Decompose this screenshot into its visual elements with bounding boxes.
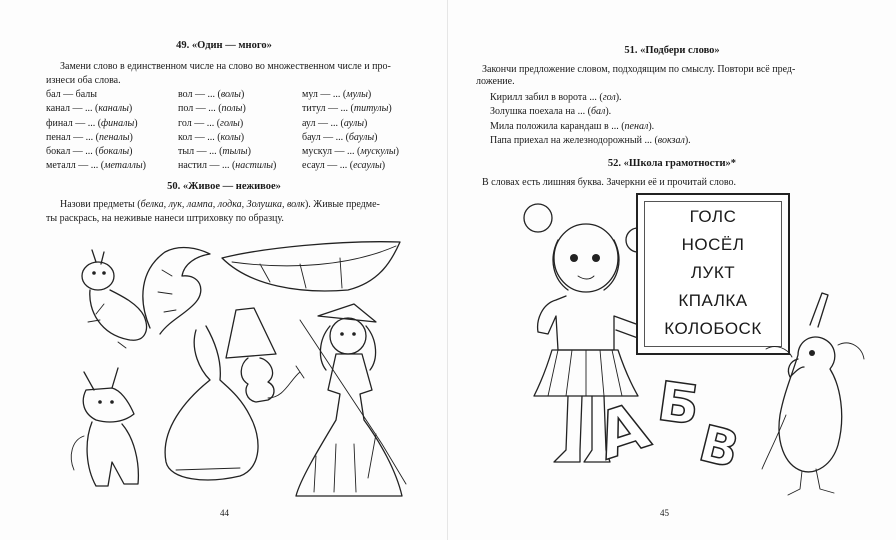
exercise-50-instruction-line1: [60, 198, 445, 212]
word-plural: голы: [220, 117, 240, 129]
word-pair: [302, 159, 399, 173]
word-plural: волы: [220, 89, 241, 100]
word-pair-text: аул — ... (: [302, 117, 344, 129]
word-pair: [46, 102, 146, 116]
word-pair-text: металл — ... (: [46, 160, 105, 172]
word-pair-text: финал — ... (: [46, 117, 102, 129]
word-plural: финалы: [101, 117, 135, 129]
sentence-list: [490, 91, 691, 148]
page-number-right: 45: [660, 508, 669, 518]
word-pair-text: пол — ... (: [178, 103, 222, 115]
letter-v: В: [693, 414, 745, 480]
word-pair: [178, 88, 276, 102]
onion-icon: [165, 326, 258, 480]
word-pair: [46, 159, 146, 173]
word-pair-close: ): [142, 160, 146, 172]
word-pair: [46, 145, 146, 159]
exercise-52-instruction: В словах есть лишняя буква. Зачеркни её и прочитай слово.: [482, 177, 737, 188]
exercise-50-instruction-line2: ты раскрась, на неживые нанеси штриховку по образцу.: [46, 213, 284, 224]
word-plural: полы: [221, 103, 243, 115]
boat-icon: [222, 242, 400, 291]
word-column-2: [178, 88, 276, 174]
word-pair-text: бокал — ... (: [46, 146, 99, 158]
page-number-left: 44: [220, 508, 229, 518]
wolf-icon: [71, 368, 138, 486]
word-plural: пеналы: [99, 131, 130, 143]
lamp-icon: [226, 308, 304, 402]
sentence-answer: бал: [590, 106, 606, 118]
word-pair-close: ): [134, 117, 138, 129]
word-pair-close: ): [381, 160, 386, 172]
word-pair-text: есаул — ... (: [302, 160, 354, 172]
board-word[interactable]: ГОЛС: [689, 207, 737, 226]
word-plural: тылы: [222, 146, 248, 158]
word-pair: [302, 102, 399, 116]
word-pair-close: ): [395, 146, 399, 158]
word-pair-text: баул — ... (: [302, 131, 349, 143]
word-plural: есаулы: [353, 160, 382, 172]
word-plural: титулы: [353, 103, 389, 115]
right-page: [448, 0, 896, 540]
exercise-49-instruction-line1: Замени слово в единственном числе на слово во множественном числе и про-: [60, 61, 391, 72]
word-plural: бокалы: [98, 146, 130, 158]
word-pair-close: ): [367, 89, 372, 100]
living-nonliving-illustration: [0, 230, 448, 530]
word-pair-text: кол — ... (: [178, 131, 221, 143]
word-pair-close: ): [240, 131, 245, 143]
sentence-text: Золушка поехала на ... (: [490, 106, 591, 118]
sentence: [490, 120, 691, 134]
word-pair: [302, 88, 399, 102]
letter-a: А: [587, 389, 658, 475]
instruction-text: ). Живые предме-: [304, 199, 380, 210]
word-pair: [302, 131, 399, 145]
exercise-51-instruction-line1: Закончи предложение словом, подходящим по смыслу. Повтори всё пред-: [482, 64, 796, 75]
word-pair-text: вол — ... (: [178, 89, 221, 100]
word-column-1: [46, 88, 146, 174]
word-plural: металлы: [104, 160, 143, 172]
exercise-50-title: 50. «Живое — неживое»: [167, 181, 281, 192]
sentence-end: ).: [684, 134, 691, 146]
sentence-text: Мила положила карандаш в ... (: [490, 120, 625, 132]
word-pair: [178, 145, 276, 159]
word-pair-text: гол — ... (: [178, 117, 221, 129]
word-pair: [46, 117, 146, 131]
sentence-answer: пенал: [624, 120, 649, 132]
sentence-text: Папа приехал на железнодорожный ... (: [490, 134, 658, 146]
sentence: [490, 91, 691, 105]
word-pair-close: ): [239, 117, 244, 129]
parrot-icon: [758, 285, 878, 505]
board-word[interactable]: КОЛОБОСК: [664, 319, 762, 338]
word-plural: мулы: [346, 89, 368, 100]
word-pair: [46, 88, 146, 102]
sentence: [490, 105, 691, 119]
word-plural: каналы: [98, 103, 129, 115]
word-plural: настилы: [235, 160, 274, 172]
word-pair-close: ): [242, 103, 246, 115]
word-pair-close: ): [363, 117, 368, 129]
word-pair: [302, 117, 399, 131]
board-word[interactable]: НОСЁЛ: [681, 235, 745, 254]
exercise-49-title: 49. «Один — много»: [176, 40, 272, 51]
cinderella-icon: [296, 304, 406, 496]
letter-b: Б: [653, 369, 704, 438]
word-plural: аулы: [343, 117, 364, 129]
word-pair-close: ): [240, 89, 245, 100]
word-column-3: [302, 88, 399, 174]
instruction-text: Назови предметы (: [60, 199, 141, 210]
word-plural: баулы: [348, 131, 375, 143]
word-pair-text: титул — ... (: [302, 103, 354, 115]
word-pair-text: мускул — ... (: [302, 146, 361, 158]
word-pair: [46, 131, 146, 145]
sentence-end: ).: [615, 92, 622, 103]
word-pair-close: ): [247, 146, 251, 158]
board-word[interactable]: КПАЛКА: [678, 291, 748, 310]
sentence-answer: вокзал: [657, 134, 685, 146]
board-word[interactable]: ЛУКТ: [690, 263, 736, 282]
word-pair-close: ): [128, 103, 133, 115]
word-pair: [178, 131, 276, 145]
word-pair-text: мул — ... (: [302, 89, 347, 100]
exercise-49-instruction-line2: изнеси оба слова.: [46, 75, 121, 86]
word-plural: мускулы: [360, 146, 396, 158]
exercise-51-title: 51. «Подбери слово»: [624, 45, 720, 56]
word-pair-close: ): [273, 160, 277, 172]
word-pair: [302, 145, 399, 159]
sentence-end: ).: [648, 120, 655, 132]
instruction-objects: белка, лук, лампа, лодка, Золушка, волк: [140, 199, 305, 210]
word-pair-close: ): [129, 146, 133, 158]
word-pair-text: бал — балы: [46, 89, 97, 100]
sentence-answer: гол: [602, 92, 616, 103]
word-pair: [178, 117, 276, 131]
exercise-52-title: 52. «Школа грамотности»*: [607, 158, 737, 169]
sentence: [490, 134, 691, 148]
word-pair: [178, 102, 276, 116]
word-pair-text: пенал — ... (: [46, 131, 99, 143]
word-plural: колы: [220, 131, 241, 143]
word-pair-text: тыл — ... (: [178, 146, 223, 158]
word-pair-close: ): [374, 131, 378, 143]
sentence-text: Кирилл забил в ворота ... (: [490, 92, 603, 103]
sentence-end: ).: [605, 106, 612, 118]
squirrel-icon: [82, 250, 146, 348]
word-pair-close: ): [129, 131, 133, 143]
squirrel-tail-icon: [143, 248, 210, 334]
word-pair-text: настил — ... (: [178, 160, 236, 172]
word-pair-text: канал — ... (: [46, 103, 99, 115]
exercise-51-instruction-line2: ложение.: [476, 76, 515, 87]
word-pair-close: ): [388, 103, 392, 115]
word-pair: [178, 159, 276, 173]
